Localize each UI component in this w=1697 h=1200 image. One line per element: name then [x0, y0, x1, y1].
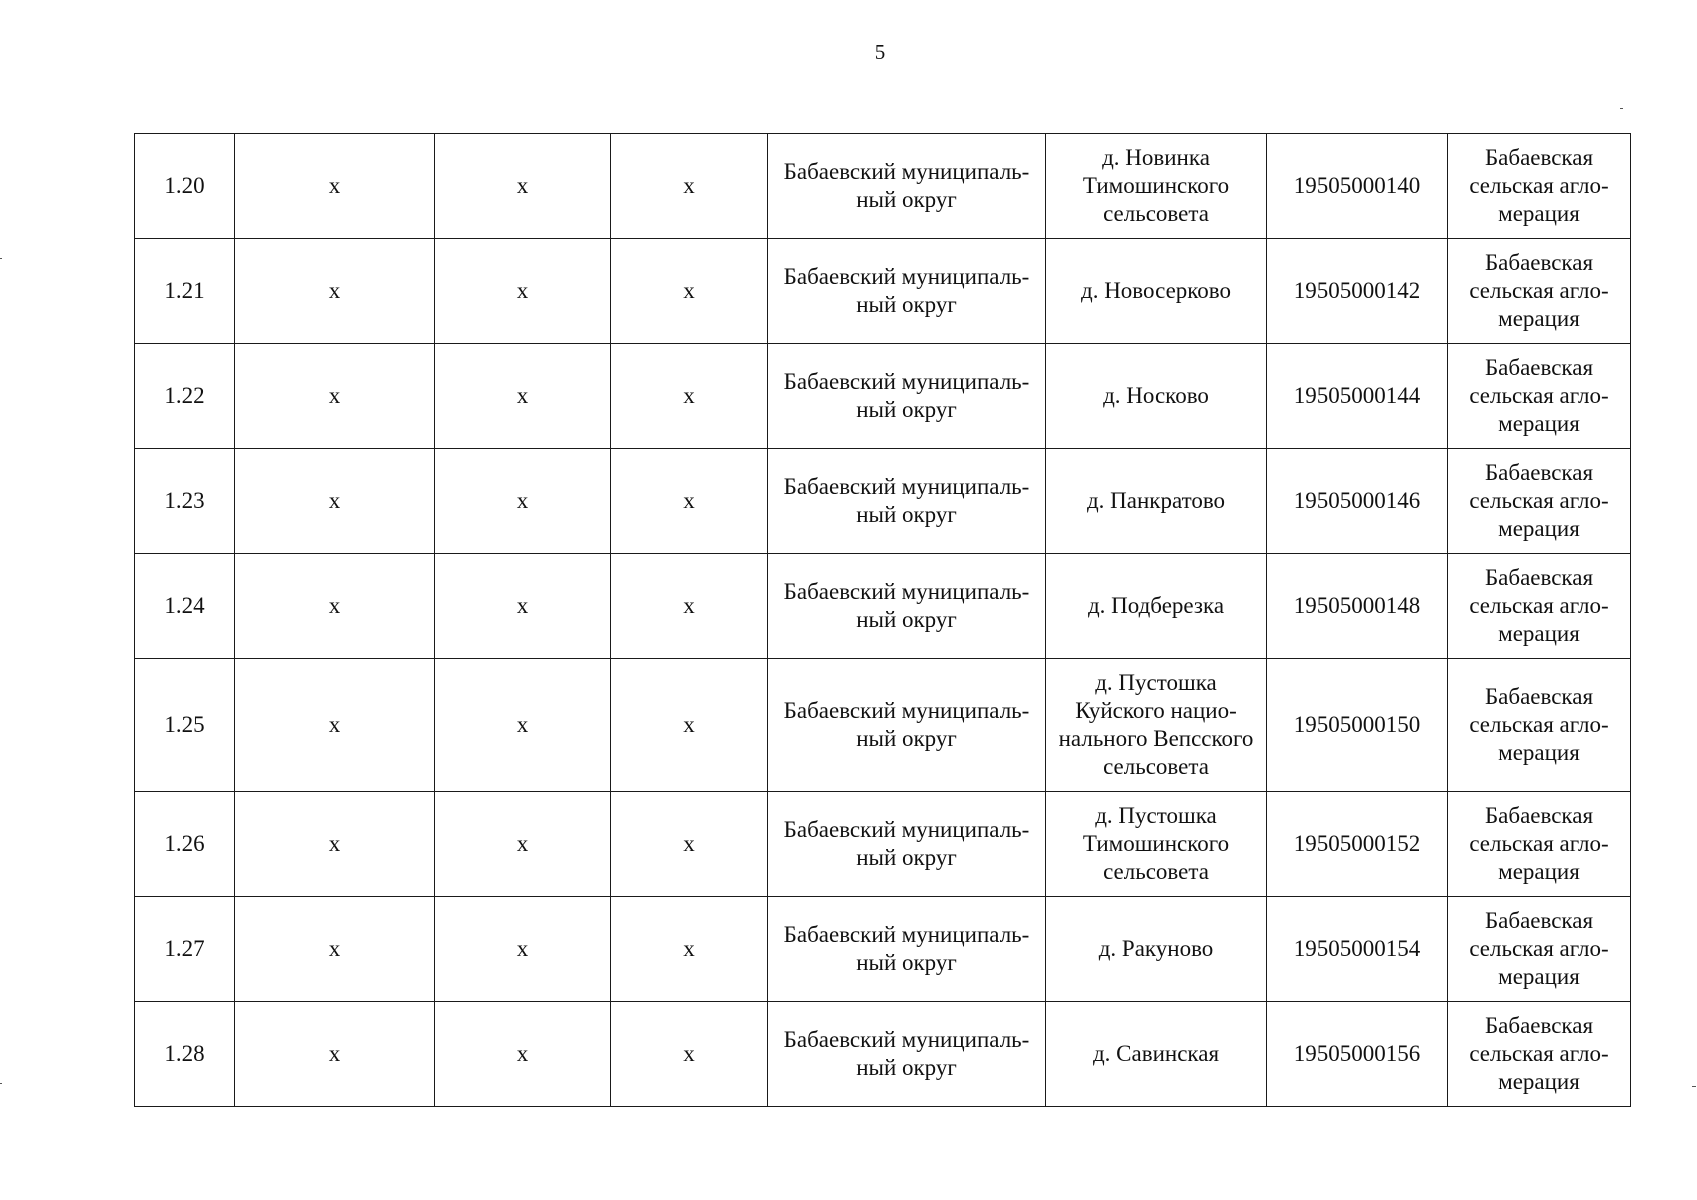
- settlement-cell-line: Куйского нацио-: [1075, 698, 1237, 723]
- oktmo-code-cell: 19505000142: [1267, 239, 1448, 344]
- district-cell: [768, 134, 1046, 239]
- mark-cell: х: [235, 1002, 435, 1107]
- settlement-cell-line: д. Новосерково: [1081, 278, 1231, 303]
- district-cell-line: ный округ: [856, 845, 957, 870]
- table-row: [135, 344, 1631, 449]
- row-number-cell: 1.21: [135, 239, 235, 344]
- agglomeration-cell: [1448, 554, 1631, 659]
- settlement-cell-line: д. Носково: [1103, 383, 1209, 408]
- agglomeration-cell-line: сельская агло-: [1469, 1041, 1609, 1066]
- mark-cell: х: [435, 554, 611, 659]
- settlements-table-container: [134, 133, 1631, 1107]
- district-cell: [768, 659, 1046, 792]
- table-row: [135, 1002, 1631, 1107]
- row-number-cell: 1.20: [135, 134, 235, 239]
- agglomeration-cell-line: Бабаевская: [1484, 908, 1594, 933]
- settlement-cell-line: д. Пустошка: [1095, 803, 1217, 828]
- district-cell: [768, 792, 1046, 897]
- agglomeration-cell: [1448, 897, 1631, 1002]
- district-cell-line: Бабаевский муниципаль-: [783, 369, 1030, 394]
- row-number-cell: 1.24: [135, 554, 235, 659]
- district-cell-line: ный округ: [856, 292, 957, 317]
- agglomeration-cell-line: Бабаевская: [1484, 145, 1594, 170]
- agglomeration-cell-line: мерация: [1498, 964, 1580, 989]
- settlement-cell-line: д. Савинская: [1092, 1041, 1220, 1066]
- mark-cell: х: [235, 897, 435, 1002]
- agglomeration-cell: [1448, 344, 1631, 449]
- agglomeration-cell-line: мерация: [1498, 306, 1580, 331]
- settlement-cell: [1046, 1002, 1267, 1107]
- settlement-cell: [1046, 134, 1267, 239]
- agglomeration-cell-line: Бабаевская: [1484, 250, 1594, 275]
- row-number-cell: 1.27: [135, 897, 235, 1002]
- district-cell: [768, 897, 1046, 1002]
- agglomeration-cell-line: сельская агло-: [1469, 488, 1609, 513]
- agglomeration-cell-line: мерация: [1498, 201, 1580, 226]
- district-cell-line: Бабаевский муниципаль-: [783, 1027, 1030, 1052]
- scan-mark: [1620, 108, 1623, 109]
- agglomeration-cell-line: Бабаевская: [1484, 460, 1594, 485]
- mark-cell: х: [435, 1002, 611, 1107]
- district-cell: [768, 449, 1046, 554]
- agglomeration-cell: [1448, 1002, 1631, 1107]
- agglomeration-cell-line: Бабаевская: [1484, 803, 1594, 828]
- district-cell-line: Бабаевский муниципаль-: [783, 579, 1030, 604]
- agglomeration-cell-line: сельская агло-: [1469, 831, 1609, 856]
- oktmo-code-cell: 19505000144: [1267, 344, 1448, 449]
- district-cell-line: ный округ: [856, 502, 957, 527]
- settlement-cell-line: сельсовета: [1103, 754, 1209, 779]
- district-cell-line: ный округ: [856, 397, 957, 422]
- district-cell-line: Бабаевский муниципаль-: [783, 817, 1030, 842]
- mark-cell: х: [235, 554, 435, 659]
- agglomeration-cell: [1448, 134, 1631, 239]
- row-number-cell: 1.25: [135, 659, 235, 792]
- table-row: [135, 897, 1631, 1002]
- mark-cell: х: [611, 344, 768, 449]
- scan-mark: [1692, 1086, 1696, 1087]
- agglomeration-cell: [1448, 792, 1631, 897]
- agglomeration-cell: [1448, 239, 1631, 344]
- settlement-cell-line: д. Панкратово: [1086, 488, 1226, 513]
- agglomeration-cell-line: Бабаевская: [1484, 684, 1594, 709]
- row-number-cell: 1.28: [135, 1002, 235, 1107]
- agglomeration-cell-line: мерация: [1498, 859, 1580, 884]
- settlement-cell-line: Тимошинского: [1082, 173, 1230, 198]
- district-cell-line: ный округ: [856, 187, 957, 212]
- table-body: [135, 134, 1631, 1107]
- settlement-cell-line: д. Новинка: [1102, 145, 1210, 170]
- mark-cell: х: [435, 659, 611, 792]
- mark-cell: х: [611, 897, 768, 1002]
- settlement-cell: [1046, 344, 1267, 449]
- district-cell: [768, 554, 1046, 659]
- agglomeration-cell-line: сельская агло-: [1469, 712, 1609, 737]
- scan-mark: [0, 1083, 2, 1084]
- scan-mark: [0, 258, 2, 259]
- table-row: [135, 659, 1631, 792]
- oktmo-code-cell: 19505000154: [1267, 897, 1448, 1002]
- district-cell: [768, 344, 1046, 449]
- table-row: [135, 449, 1631, 554]
- mark-cell: х: [611, 134, 768, 239]
- table-row: [135, 239, 1631, 344]
- district-cell: [768, 1002, 1046, 1107]
- agglomeration-cell-line: мерация: [1498, 1069, 1580, 1094]
- settlement-cell-line: д. Пустошка: [1095, 670, 1217, 695]
- settlement-cell-line: сельсовета: [1103, 859, 1209, 884]
- mark-cell: х: [611, 792, 768, 897]
- settlement-cell: [1046, 659, 1267, 792]
- agglomeration-cell-line: мерация: [1498, 411, 1580, 436]
- row-number-cell: 1.23: [135, 449, 235, 554]
- agglomeration-cell-line: Бабаевская: [1484, 565, 1594, 590]
- agglomeration-cell-line: мерация: [1498, 621, 1580, 646]
- district-cell-line: Бабаевский муниципаль-: [783, 922, 1030, 947]
- mark-cell: х: [235, 792, 435, 897]
- oktmo-code-cell: 19505000148: [1267, 554, 1448, 659]
- oktmo-code-cell: 19505000140: [1267, 134, 1448, 239]
- mark-cell: х: [235, 134, 435, 239]
- agglomeration-cell-line: мерация: [1498, 516, 1580, 541]
- oktmo-code-cell: 19505000146: [1267, 449, 1448, 554]
- settlements-table: [134, 133, 1631, 1107]
- settlement-cell-line: д. Подберезка: [1087, 593, 1225, 618]
- settlement-cell: [1046, 239, 1267, 344]
- mark-cell: х: [611, 449, 768, 554]
- oktmo-code-cell: 19505000156: [1267, 1002, 1448, 1107]
- district-cell-line: ный округ: [856, 607, 957, 632]
- district-cell-line: ный округ: [856, 726, 957, 751]
- settlement-cell-line: сельсовета: [1103, 201, 1209, 226]
- mark-cell: х: [611, 554, 768, 659]
- mark-cell: х: [435, 134, 611, 239]
- mark-cell: х: [611, 1002, 768, 1107]
- page-number: 5: [874, 40, 886, 64]
- district-cell-line: Бабаевский муниципаль-: [783, 474, 1030, 499]
- mark-cell: х: [435, 792, 611, 897]
- district-cell-line: ный округ: [856, 1055, 957, 1080]
- settlement-cell: [1046, 554, 1267, 659]
- district-cell-line: Бабаевский муниципаль-: [783, 264, 1030, 289]
- agglomeration-cell: [1448, 659, 1631, 792]
- agglomeration-cell-line: сельская агло-: [1469, 278, 1609, 303]
- table-row: [135, 554, 1631, 659]
- settlement-cell: [1046, 897, 1267, 1002]
- settlement-cell: [1046, 449, 1267, 554]
- mark-cell: х: [435, 449, 611, 554]
- row-number-cell: 1.22: [135, 344, 235, 449]
- row-number-cell: 1.26: [135, 792, 235, 897]
- agglomeration-cell-line: мерация: [1498, 740, 1580, 765]
- oktmo-code-cell: 19505000152: [1267, 792, 1448, 897]
- agglomeration-cell-line: сельская агло-: [1469, 173, 1609, 198]
- settlement-cell: [1046, 792, 1267, 897]
- district-cell: [768, 239, 1046, 344]
- district-cell-line: ный округ: [856, 950, 957, 975]
- mark-cell: х: [235, 344, 435, 449]
- agglomeration-cell-line: сельская агло-: [1469, 936, 1609, 961]
- mark-cell: х: [611, 659, 768, 792]
- mark-cell: х: [435, 344, 611, 449]
- mark-cell: х: [611, 239, 768, 344]
- agglomeration-cell-line: сельская агло-: [1469, 383, 1609, 408]
- mark-cell: х: [435, 239, 611, 344]
- mark-cell: х: [435, 897, 611, 1002]
- mark-cell: х: [235, 659, 435, 792]
- district-cell-line: Бабаевский муниципаль-: [783, 698, 1030, 723]
- agglomeration-cell-line: Бабаевская: [1484, 355, 1594, 380]
- settlement-cell-line: д. Ракуново: [1098, 936, 1214, 961]
- oktmo-code-cell: 19505000150: [1267, 659, 1448, 792]
- mark-cell: х: [235, 449, 435, 554]
- settlement-cell-line: нального Вепсского: [1058, 726, 1254, 751]
- table-row: [135, 792, 1631, 897]
- agglomeration-cell-line: сельская агло-: [1469, 593, 1609, 618]
- agglomeration-cell-line: Бабаевская: [1484, 1013, 1594, 1038]
- settlement-cell-line: Тимошинского: [1082, 831, 1230, 856]
- mark-cell: х: [235, 239, 435, 344]
- district-cell-line: Бабаевский муниципаль-: [783, 159, 1030, 184]
- table-row: [135, 134, 1631, 239]
- agglomeration-cell: [1448, 449, 1631, 554]
